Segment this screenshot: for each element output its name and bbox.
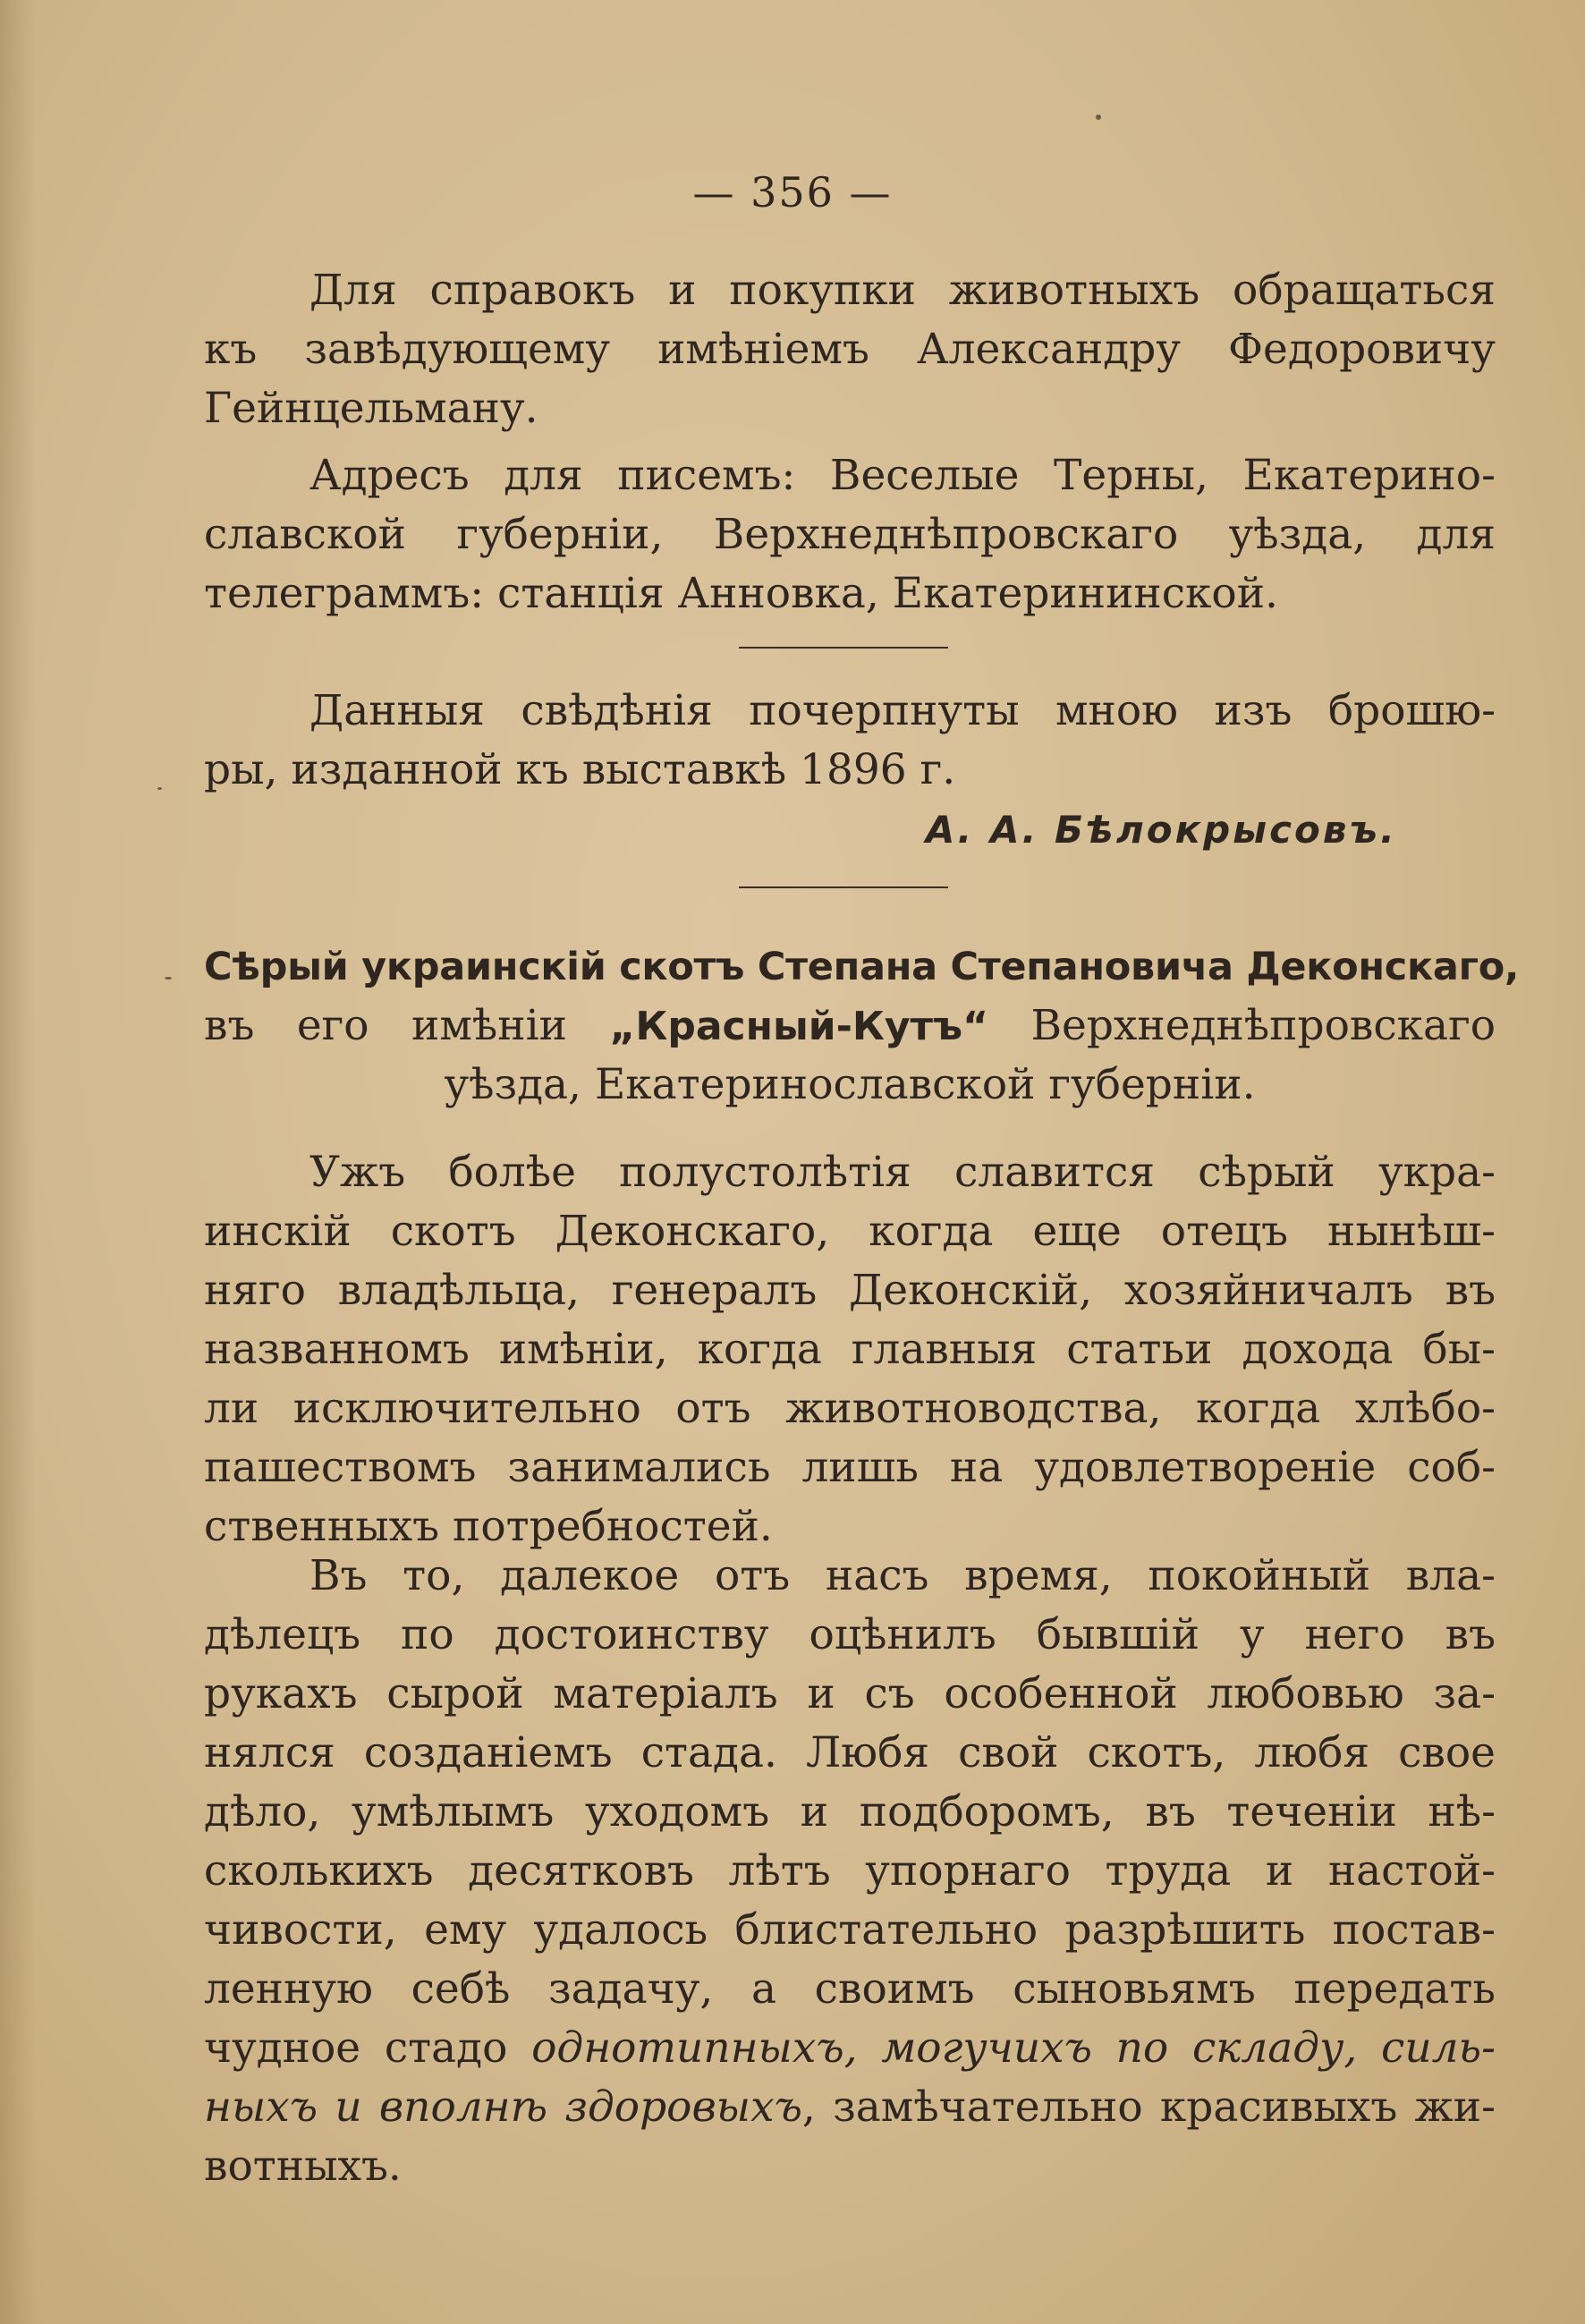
text-line: Гейнцельману. bbox=[204, 384, 538, 433]
text-line: Для справокъ и покупки животныхъ обращаться bbox=[309, 266, 1496, 315]
text-line: Адресъ для писемъ: Веселые Терны, Екатерино- bbox=[309, 451, 1496, 500]
text-line: ственныхъ потребностей. bbox=[204, 1502, 773, 1551]
text-line: чивости, ему удалось блистательно разрѣшить постав- bbox=[204, 1905, 1496, 1955]
section-divider bbox=[739, 886, 948, 888]
text-line: вотныхъ. bbox=[204, 2142, 402, 2191]
estate-name: „Красный-Кутъ“ bbox=[609, 1004, 989, 1049]
article-title-line bbox=[204, 997, 1496, 1056]
text-line: пашествомъ занимались лишь на удовлетвореніе соб- bbox=[204, 1443, 1496, 1492]
print-speck bbox=[165, 977, 172, 980]
text-line: ленную себѣ задачу, а своимъ сыновьямъ передать bbox=[204, 1964, 1496, 2014]
section-divider bbox=[739, 647, 948, 649]
text-line: нялся созданіемъ стада. Любя свой скотъ, любя свое bbox=[204, 1728, 1496, 1777]
text-line: къ завѣдующему имѣніемъ Александру Федоровичу bbox=[204, 325, 1496, 374]
text-line: названномъ имѣніи, когда главныя статьи дохода бы- bbox=[204, 1325, 1496, 1374]
article-paragraph-2 bbox=[204, 1547, 1496, 2196]
text-line: Въ то, далекое отъ насъ время, покойный вла- bbox=[309, 1551, 1496, 1600]
text-line: сколькихъ десятковъ лѣтъ упорнаго труда и настой- bbox=[204, 1846, 1496, 1896]
text-run: , замѣчательно красивыхъ жи- bbox=[801, 2082, 1496, 2132]
article-paragraph-1 bbox=[204, 1143, 1496, 1556]
text-line: ры, изданной къ выставкѣ 1896 г. bbox=[204, 745, 956, 794]
print-speck bbox=[157, 787, 162, 790]
emphasis-text: ныхъ и вполнѣ здоровыхъ bbox=[204, 2082, 802, 2132]
text-line: рукахъ сырой матеріалъ и съ особенной любовью за- bbox=[204, 1669, 1496, 1718]
page-number: — 356 — bbox=[692, 168, 893, 216]
signature-text: А. А. Бѣлокрысовъ. bbox=[925, 808, 1397, 852]
text-line: дѣло, умѣлымъ уходомъ и подборомъ, въ теченіи нѣ- bbox=[204, 1787, 1496, 1836]
text-line: Ужъ болѣе полустолѣтія славится сѣрый укра- bbox=[309, 1148, 1496, 1197]
text-line: дѣлецъ по достоинству оцѣнилъ бывшій у него въ bbox=[204, 1610, 1496, 1659]
article-title-line: Сѣрый украинскій скотъ Степана Степановича Деконскаго, bbox=[204, 945, 1520, 989]
text-line bbox=[204, 2078, 1496, 2137]
emphasis-text: однотипныхъ, могучихъ по складу, силь- bbox=[531, 2023, 1496, 2073]
text-line: няго владѣльца, генералъ Деконскій, хозяйничалъ въ bbox=[204, 1266, 1496, 1315]
text-line: инскій скотъ Деконскаго, когда еще отецъ нынѣш- bbox=[204, 1207, 1496, 1256]
text-line: Данныя свѣдѣнія почерпнуты мною изъ брошю- bbox=[309, 686, 1496, 735]
text-line bbox=[204, 2019, 1496, 2078]
text-line: славской губерніи, Верхнеднѣпровскаго уѣзда, для bbox=[204, 510, 1496, 559]
article-title-line: уѣзда, Екатеринославской губерніи. bbox=[444, 1060, 1256, 1109]
text-line: телеграммъ: станція Анновка, Екатерининской. bbox=[204, 569, 1278, 618]
title-text: въ его имѣніи bbox=[204, 1001, 610, 1050]
author-signature bbox=[204, 800, 1496, 859]
print-speck bbox=[1096, 115, 1101, 120]
title-text: Верхнеднѣпровскаго bbox=[988, 1001, 1496, 1050]
address-paragraph bbox=[204, 446, 1496, 623]
article-heading bbox=[204, 937, 1520, 1115]
contact-paragraph bbox=[204, 261, 1496, 438]
text-run: чудное стадо bbox=[204, 2023, 532, 2073]
text-line: ли исключительно отъ животноводства, когда хлѣбо- bbox=[204, 1384, 1496, 1433]
source-note bbox=[204, 682, 1496, 859]
